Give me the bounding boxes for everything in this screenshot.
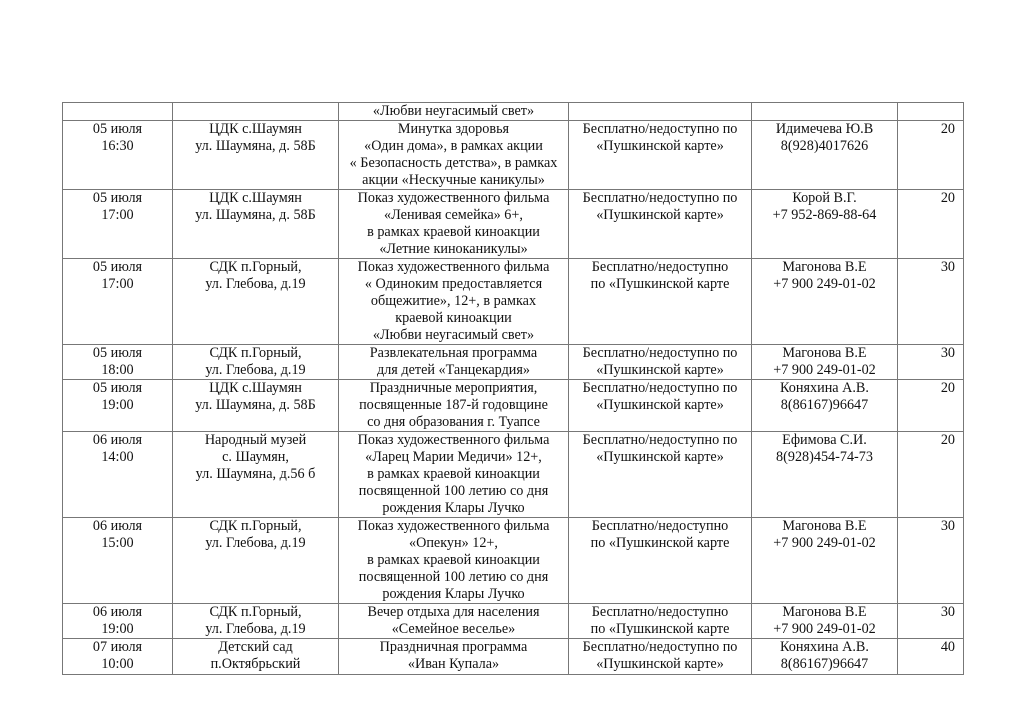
table-row	[63, 518, 964, 604]
event-cell: «Любви неугасимый свет»	[339, 103, 569, 121]
date-cell: 05 июля 16:30	[63, 121, 173, 190]
contact-cell: Магонова В.Е +7 900 249-01-02	[752, 518, 898, 604]
place-cell: Народный музей с. Шаумян, ул. Шаумяна, д.56 б	[173, 432, 339, 518]
place-cell: СДК п.Горный, ул. Глебова, д.19	[173, 259, 339, 345]
date-cell	[63, 103, 173, 121]
place-cell: СДК п.Горный, ул. Глебова, д.19	[173, 345, 339, 380]
price-cell: Бесплатно/недоступно по «Пушкинской карте»	[569, 121, 752, 190]
count-cell: 30	[898, 604, 964, 639]
contact-cell: Магонова В.Е +7 900 249-01-02	[752, 259, 898, 345]
count-cell	[898, 103, 964, 121]
place-cell: СДК п.Горный, ул. Глебова, д.19	[173, 518, 339, 604]
count-cell: 20	[898, 121, 964, 190]
date-cell: 05 июля 17:00	[63, 190, 173, 259]
place-cell: СДК п.Горный, ул. Глебова, д.19	[173, 604, 339, 639]
place-cell	[173, 103, 339, 121]
event-cell: Показ художественного фильма «Опекун» 12+, в рамках краевой киноакции посвященной 100 летию со дня рождения Клары Лучко	[339, 518, 569, 604]
date-cell: 06 июля 15:00	[63, 518, 173, 604]
price-cell: Бесплатно/недоступно по «Пушкинской карте	[569, 518, 752, 604]
price-cell: Бесплатно/недоступно по «Пушкинской карте»	[569, 345, 752, 380]
place-cell: ЦДК с.Шаумян ул. Шаумяна, д. 58Б	[173, 190, 339, 259]
event-cell: Показ художественного фильма «Ленивая семейка» 6+, в рамках краевой киноакции «Летние киноканикулы»	[339, 190, 569, 259]
table-row	[63, 639, 964, 675]
price-cell: Бесплатно/недоступно по «Пушкинской карте»	[569, 432, 752, 518]
date-cell: 05 июля 18:00	[63, 345, 173, 380]
event-cell: Показ художественного фильма « Одиноким предоставляется общежитие», 12+, в рамках краевой киноакции «Любви неугасимый свет»	[339, 259, 569, 345]
count-cell: 40	[898, 639, 964, 675]
table-row	[63, 604, 964, 639]
count-cell: 30	[898, 518, 964, 604]
date-cell: 05 июля 17:00	[63, 259, 173, 345]
event-cell: Вечер отдыха для населения «Семейное веселье»	[339, 604, 569, 639]
table-row	[63, 432, 964, 518]
table-row	[63, 103, 964, 121]
contact-cell: Корой В.Г. +7 952-869-88-64	[752, 190, 898, 259]
date-cell: 06 июля 14:00	[63, 432, 173, 518]
contact-cell: Коняхина А.В. 8(86167)96647	[752, 380, 898, 432]
table-row	[63, 121, 964, 190]
date-cell: 05 июля 19:00	[63, 380, 173, 432]
place-cell: ЦДК с.Шаумян ул. Шаумяна, д. 58Б	[173, 121, 339, 190]
place-cell: Детский сад п.Октябрьский	[173, 639, 339, 675]
contact-cell: Магонова В.Е +7 900 249-01-02	[752, 604, 898, 639]
event-cell: Показ художественного фильма «Ларец Марии Медичи» 12+, в рамках краевой киноакции посвященной 100 летию со дня рождения Клары Лучко	[339, 432, 569, 518]
price-cell: Бесплатно/недоступно по «Пушкинской карте»	[569, 380, 752, 432]
price-cell: Бесплатно/недоступно по «Пушкинской карте»	[569, 190, 752, 259]
table-row	[63, 190, 964, 259]
event-cell: Минутка здоровья «Один дома», в рамках акции « Безопасность детства», в рамках акции «Нескучные каникулы»	[339, 121, 569, 190]
count-cell: 20	[898, 380, 964, 432]
table-row	[63, 259, 964, 345]
price-cell: Бесплатно/недоступно по «Пушкинской карте	[569, 604, 752, 639]
place-cell: ЦДК с.Шаумян ул. Шаумяна, д. 58Б	[173, 380, 339, 432]
contact-cell	[752, 103, 898, 121]
event-cell: Праздничная программа «Иван Купала»	[339, 639, 569, 675]
count-cell: 30	[898, 345, 964, 380]
count-cell: 20	[898, 432, 964, 518]
count-cell: 30	[898, 259, 964, 345]
price-cell: Бесплатно/недоступно по «Пушкинской карте»	[569, 639, 752, 675]
events-table	[62, 102, 964, 675]
date-cell: 06 июля 19:00	[63, 604, 173, 639]
contact-cell: Коняхина А.В. 8(86167)96647	[752, 639, 898, 675]
price-cell	[569, 103, 752, 121]
price-cell: Бесплатно/недоступно по «Пушкинской карте	[569, 259, 752, 345]
events-table-body	[63, 103, 964, 675]
event-cell: Развлекательная программа для детей «Танцекардия»	[339, 345, 569, 380]
table-row	[63, 345, 964, 380]
contact-cell: Ефимова С.И. 8(928)454-74-73	[752, 432, 898, 518]
table-row	[63, 380, 964, 432]
contact-cell: Идимечева Ю.В 8(928)4017626	[752, 121, 898, 190]
event-cell: Праздничные мероприятия, посвященные 187-й годовщине со дня образования г. Туапсе	[339, 380, 569, 432]
contact-cell: Магонова В.Е +7 900 249-01-02	[752, 345, 898, 380]
date-cell: 07 июля 10:00	[63, 639, 173, 675]
count-cell: 20	[898, 190, 964, 259]
